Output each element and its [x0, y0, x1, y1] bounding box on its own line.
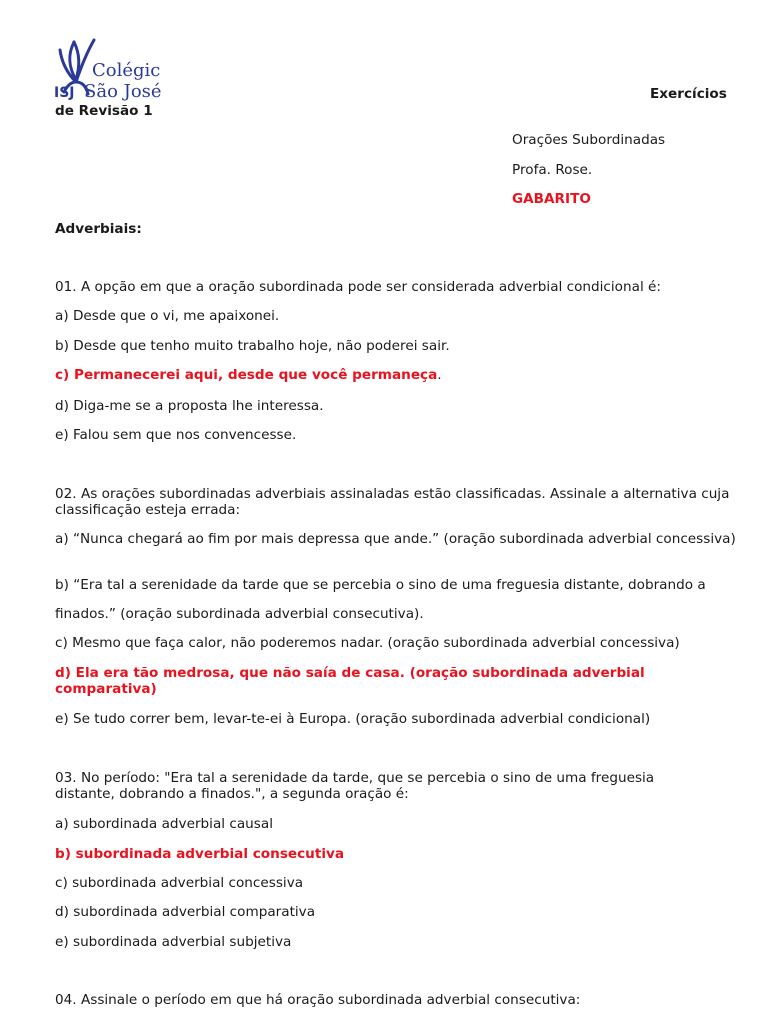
- q3-option-c: c) subordinada adverbial concessiva: [55, 875, 304, 891]
- header-teacher: Profa. Rose.: [512, 162, 593, 178]
- q1-option-b: b) Desde que tenho muito trabalho hoje, não poderei sair.: [55, 338, 450, 354]
- header-title-left: de Revisão 1: [55, 103, 153, 119]
- logo-abbr: ISJ: [54, 85, 75, 101]
- q1-option-c-period: .: [437, 367, 442, 383]
- question-3: 03. No período: "Era tal a serenidade da tarde, que se percebia o sino de uma freguesia distante, dobrando a finados.", a segunda oração é:: [55, 770, 655, 802]
- q2-option-b-line2: finados.” (oração subordinada adverbial consecutiva).: [55, 606, 424, 622]
- q2-option-d-correct: d) Ela era tão medrosa, que não saía de casa. (oração subordinada adverbial comparativa): [55, 665, 645, 697]
- q3-option-a: a) subordinada adverbial causal: [55, 816, 273, 832]
- header-subject: Orações Subordinadas: [512, 132, 666, 148]
- logo-line1: Colégic: [92, 60, 161, 81]
- q3-option-b-correct: b) subordinada adverbial consecutiva: [55, 846, 345, 862]
- question-2: 02. As orações subordinadas adverbiais assinaladas estão classificadas. Assinale a alternativa cuja classificação esteja errada:: [55, 486, 730, 518]
- section-title: Adverbiais:: [55, 221, 142, 237]
- q3-option-e: e) subordinada adverbial subjetiva: [55, 934, 292, 950]
- answer-key-label: GABARITO: [512, 191, 591, 207]
- question-4: 04. Assinale o período em que há oração subordinada adverbial consecutiva:: [55, 992, 581, 1008]
- school-logo: [50, 36, 170, 108]
- q1-option-c-correct: [55, 367, 442, 383]
- header-title-right: Exercícios: [650, 86, 727, 102]
- q1-option-c-text: c) Permanecerei aqui, desde que você permaneça: [55, 367, 438, 383]
- question-1: 01. A opção em que a oração subordinada pode ser considerada adverbial condicional é:: [55, 279, 661, 295]
- q2-option-a: a) “Nunca chegará ao fim por mais depressa que ande.” (oração subordinada adverbial concessiva): [55, 531, 736, 547]
- q2-option-c: c) Mesmo que faça calor, não poderemos nadar. (oração subordinada adverbial concessiva): [55, 635, 680, 651]
- q1-option-e: e) Falou sem que nos convencesse.: [55, 427, 297, 443]
- logo-line2: São José: [84, 81, 162, 102]
- q2-option-b-line1: b) “Era tal a serenidade da tarde que se percebia o sino de uma freguesia distante, dobrando a: [55, 577, 706, 593]
- q3-option-d: d) subordinada adverbial comparativa: [55, 904, 316, 920]
- q2-option-e: e) Se tudo correr bem, levar-te-ei à Europa. (oração subordinada adverbial condicional): [55, 711, 651, 727]
- q1-option-d: d) Diga-me se a proposta lhe interessa.: [55, 398, 324, 414]
- q1-option-a: a) Desde que o vi, me apaixonei.: [55, 308, 280, 324]
